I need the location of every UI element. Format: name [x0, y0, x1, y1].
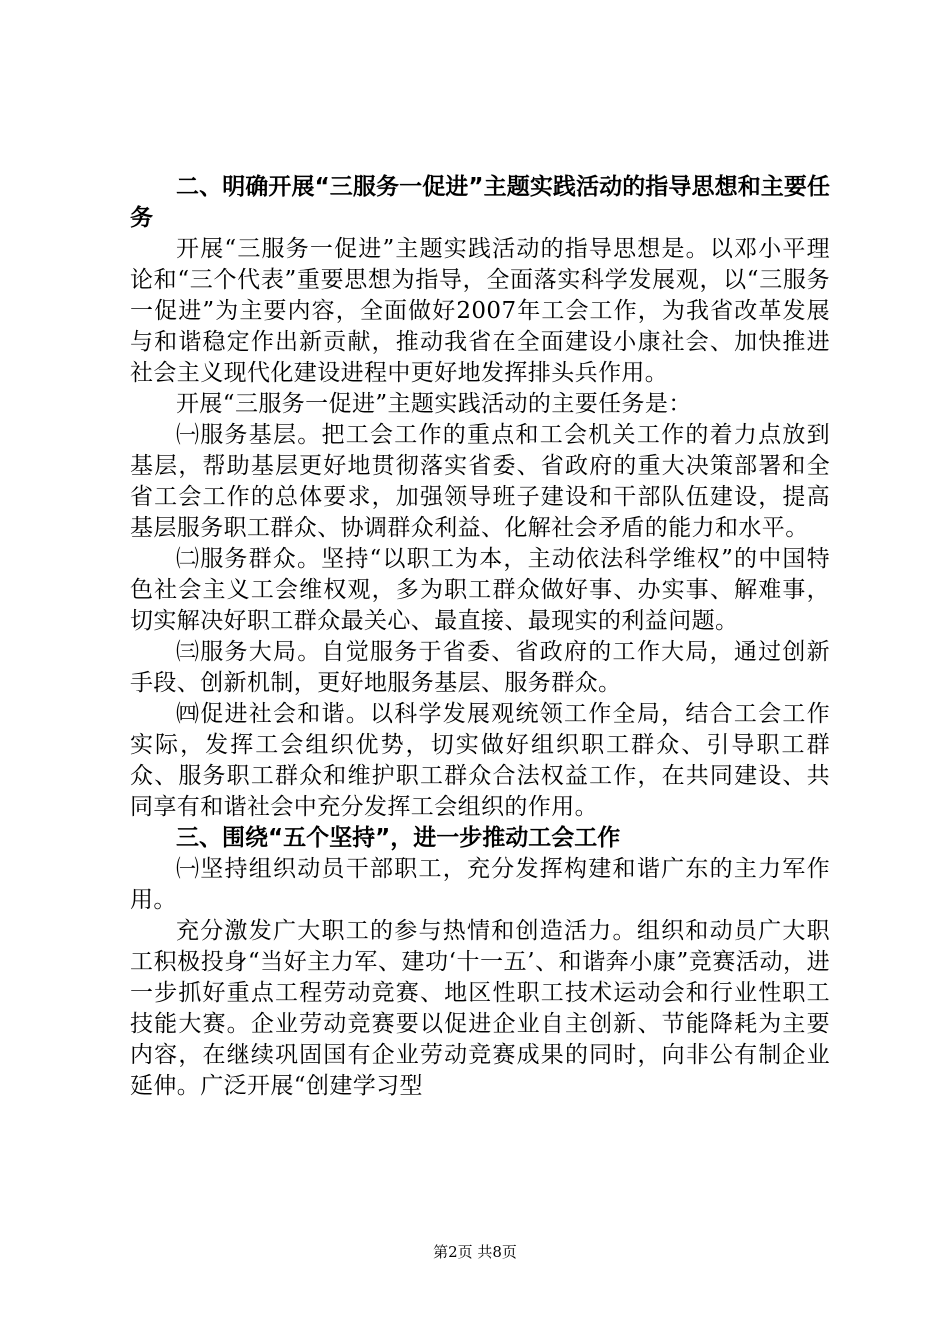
task-item-4: ㈣促进社会和谐。以科学发展观统领工作全局，结合工会工作实际，发挥工会组织优势，切实做好组织职工群众、引导职工群众、服务职工群众和维护职工群众合法权益工作，在共同建设、共同享有和谐社会中充分发挥工会组织的作用。 — [130, 701, 830, 820]
paragraph-tasks-intro: 开展“三服务一促进”主题实践活动的主要任务是： — [176, 391, 692, 417]
section-heading-3: 三、围绕“五个坚持”，进一步推动工会工作 — [176, 825, 621, 851]
document-body — [130, 172, 830, 1102]
paragraph-guiding-thought: 开展“三服务一促进”主题实践活动的指导思想是。以邓小平理论和“三个代表”重要思想为指导，全面落实科学发展观，以“三服务一促进”为主要内容，全面做好2007年工会工作，为我省改革发展与和谐稳定作出新贡献，推动我省在全面建设小康社会、加快推进社会主义现代化建设进程中更好地发挥排头兵作用。 — [130, 236, 830, 386]
task-item-1: ㈠服务基层。把工会工作的重点和工会机关工作的着力点放到基层，帮助基层更好地贯彻落实省委、省政府的重大决策部署和全省工会工作的总体要求，加强领导班子建设和干部队伍建设，提高基层服务职工群众、协调群众利益、化解社会矛盾的能力和水平。 — [130, 422, 830, 541]
page-footer: 第2页 共8页 — [433, 1243, 517, 1261]
section-heading-2: 二、明确开展“三服务一促进”主题实践活动的指导思想和主要任务 — [130, 174, 830, 231]
task-item-3: ㈢服务大局。自觉服务于省委、省政府的工作大局，通过创新手段、创新机制，更好地服务基层、服务群众。 — [130, 639, 830, 696]
paragraph-motivate-workers: 充分激发广大职工的参与热情和创造活力。组织和动员广大职工积极投身“当好主力军、建功‘十一五’、和谐奔小康”竞赛活动，进一步抓好重点工程劳动竞赛、地区性职工技术运动会和行业性职工技能大赛。企业劳动竞赛要以促进企业自主创新、节能降耗为主要内容，在继续巩固国有企业劳动竞赛成果的同时，向非公有制企业延伸。广泛开展“创建学习型 — [130, 918, 830, 1099]
persist-item-1: ㈠坚持组织动员干部职工，充分发挥构建和谐广东的主力军作用。 — [130, 856, 830, 913]
task-item-2: ㈡服务群众。坚持“以职工为本，主动依法科学维权”的中国特色社会主义工会维权观，多为职工群众做好事、办实事、解难事，切实解决好职工群众最关心、最直接、最现实的利益问题。 — [130, 546, 830, 634]
